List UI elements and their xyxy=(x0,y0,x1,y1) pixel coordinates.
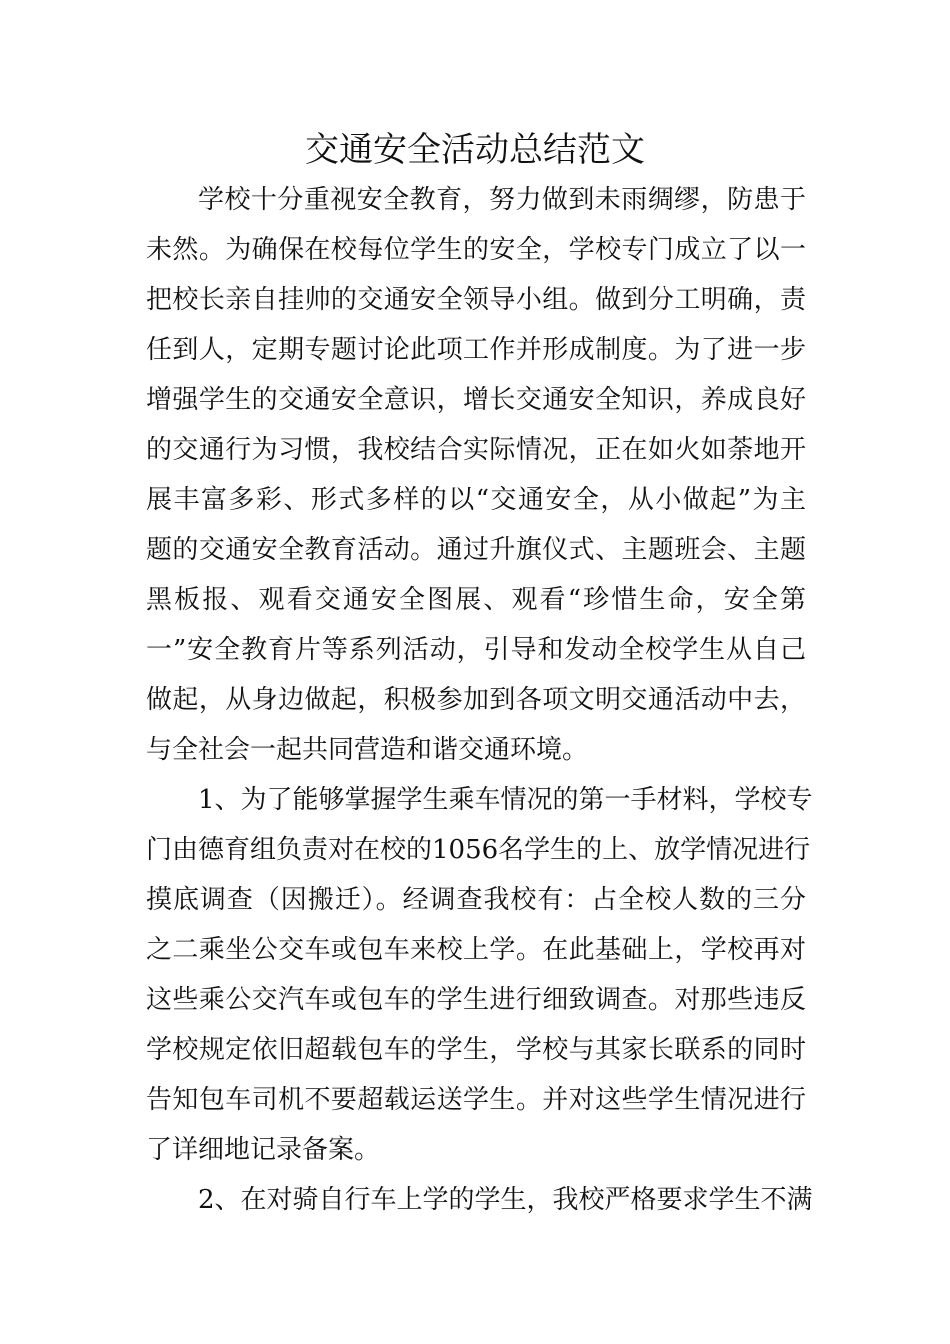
paragraph-1-line-12: 与全社会一起共同营造和谐交通环境。 xyxy=(146,735,589,765)
paragraph-2-line-3: 摸底调查（因搬迁）。经调查我校有：占全校人数的三分 xyxy=(146,885,806,915)
paragraph-1-line-5: 增强学生的交通安全意识，增长交通安全知识，养成良好 xyxy=(146,385,806,415)
paragraph-3-line-1: 2、在对骑自行车上学的学生，我校严格要求学生不满 xyxy=(198,1185,813,1215)
paragraph-1-line-1: 学校十分重视安全教育，努力做到未雨绸缪，防患于 xyxy=(198,185,806,215)
paragraph-1-line-2: 未然。为确保在校每位学生的安全，学校专门成立了以一 xyxy=(146,235,806,265)
paragraph-1-line-7: 展丰富多彩、形式多样的以“交通安全，从小做起”为主 xyxy=(146,485,806,515)
paragraph-1-line-3: 把校长亲自挂帅的交通安全领导小组。做到分工明确，责 xyxy=(146,285,806,315)
paragraph-2-line-2: 门由德育组负责对在校的1056名学生的上、放学情况进行 xyxy=(146,835,811,865)
paragraph-1-line-10: 一”安全教育片等系列活动，引导和发动全校学生从自己 xyxy=(146,635,806,665)
paragraph-1-line-11: 做起，从身边做起，积极参加到各项文明交通活动中去， xyxy=(146,685,806,715)
paragraph-1-line-6: 的交通行为习惯，我校结合实际情况，正在如火如荼地开 xyxy=(146,435,806,465)
paragraph-2-line-5: 这些乘公交汽车或包车的学生进行细致调查。对那些违反 xyxy=(146,985,806,1015)
paragraph-2-line-1: 1、为了能够掌握学生乘车情况的第一手材料，学校专 xyxy=(198,785,813,815)
paragraph-2-line-8: 了详细地记录备案。 xyxy=(146,1135,381,1165)
paragraph-2-line-6: 学校规定依旧超载包车的学生，学校与其家长联系的同时 xyxy=(146,1035,806,1065)
paragraph-1-line-4: 任到人，定期专题讨论此项工作并形成制度。为了进一步 xyxy=(146,335,806,365)
paragraph-2-line-7: 告知包车司机不要超载运送学生。并对这些学生情况进行 xyxy=(146,1085,806,1115)
paragraph-2-line-4: 之二乘坐公交车或包车来校上学。在此基础上，学校再对 xyxy=(146,935,806,965)
paragraph-1-line-9: 黑板报、观看交通安全图展、观看“珍惜生命，安全第 xyxy=(146,585,806,615)
paragraph-1-line-8: 题的交通安全教育活动。通过升旗仪式、主题班会、主题 xyxy=(146,535,806,565)
document-title: 交通安全活动总结范文 xyxy=(305,130,645,170)
